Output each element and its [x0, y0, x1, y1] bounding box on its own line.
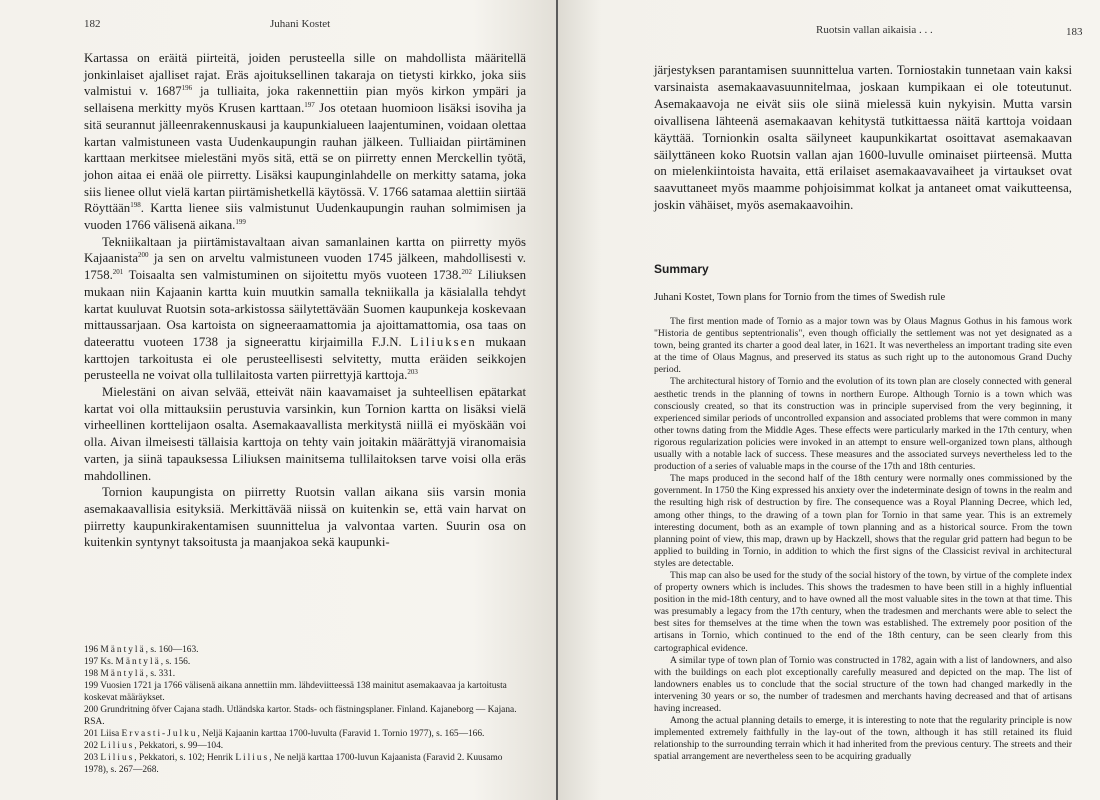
left-paragraph-4: Tornion kaupungista on piirretty Ruotsin vallan aikana siis varsin monia asemakaavallisia esityksiä. Merkittävää niissä on kuitenkin se, että vain harvat on piirretty kaupunkirakentamisen suunnittelua ja valvontaa varten. Suurin osa on kuitenkin syntynyt taksoitusta ja maanjakoa sekä kaupunki-	[84, 485, 526, 550]
right-page	[558, 0, 1100, 800]
summary-paragraph: This map can also be used for the study of the social history of the town, by virtue of the complete index of property owners which is includes. This shows the tradesmen to have been still in a highly influential position in the mid-18th century, and to have owned all the most valuable sites in the town at that time. This was presumably a legacy from the 17th century, when the tradesmen and merchants were able to select the best sites for themselves at the time when the town was established. The extremely poor position of the artisans in Tornio, which continued to the end of the 18th century, can be seen clearly from this cartographical evidence.	[654, 569, 1072, 654]
summary-paragraph: The architectural history of Tornio and the evolution of its town plan are closely connected with general aesthetic trends in the planning of towns in northern Europe. Although Tornio is a town which was consciously created, so that its construction was in principle supervised from the very beginning, it experienced similar periods of uncontrolled expansion and associated problems that were common in many other towns dating from the Middle Ages. These effects were particularly marked in the 17th century, when rigorous regularization policies were invoked in an attempt to ensure well-organized town plans, although usually with a notable lack of success. These measures and the associated surveys nevertheless led to the production of a series of valuable maps in the course of the 17th and 18th centuries.	[654, 376, 1072, 473]
right-page-number: 183	[1066, 26, 1083, 38]
left-body-text	[84, 50, 526, 551]
right-running-head: Ruotsin vallan aikaisia . . .	[816, 24, 933, 36]
left-paragraph-1: Kartassa on eräitä piirteitä, joiden perusteella sille on mahdollista määritellä jonkinlaiset ajalliset rajat. Eräs ajoituksellinen takaraja on tietysti kirkko, joka siis valmistui v. 1687$^{196}$ ja tulliaita, joka rakennettiin pian myös kirkon ympäri ja sellaisena merkitty myös Krusen karttaan.$^{197}$ Jos otetaan huomioon lisäksi isoviha ja sitä seurannut jälleenrakennuskausi ja kaupunkialueen laajentuminen, voidaan olettaa kartan valmistuneen vasta Uudenkaupungin rauhan jälkeen. Tulliaidan piirtäminen karttaan merkitsee mielestäni myös sitä, että se on piirretty ennen Merckellin työtä, johon aitaa ei enää ole piirretty. Lisäksi kaupunginlahdelle on merkitty satama, joka siis lienee ollut vielä kartan piirtämishetkellä käytössä. V. 1766 satamaa alettiin siirtää Röyttään$^{198}$. Kartta lienee siis valmistunut Uudenkaupungin rauhan solmimisen ja vuoden 1766 välisenä aikana.$^{199}$	[84, 51, 527, 233]
footnote: 199 Vuosien 1721 ja 1766 välisenä aikana annettiin mm. lähdeviitteessä 138 mainitut asemakaavaa ja kartoitusta koskevat määräykset.	[84, 681, 507, 703]
footnote: 202 Lilius, Pekkatori, s. 99—104.	[84, 741, 224, 751]
left-running-head: Juhani Kostet	[270, 18, 331, 30]
footnote: 200 Grundritning öfver Cajana stadh. Utländska kartor. Stads- och fästningsplaner. Finland. Kajaneborg — Kajana. RSA.	[84, 705, 517, 727]
left-paragraph-3: Mielestäni on aivan selvää, etteivät näin kaavamaiset ja suhteellisen epätarkat kartat voi olla mittauksiin perustuvia varsinkin, kun Tornion kartta on lisäksi vielä virheellinen korttelijaon osalta. Asemakaavallista merkitystä niillä ei myöskään voi olla. Aivan ilmeisesti tällaisia karttoja on tehty vain joitakin määrättyjä viranomaisia varten, ja siinä tapauksessa Liliuksen mainitsema tullilaitoksen tarve voisi olla eräs mahdollinen.	[84, 385, 526, 483]
footnote: 198 Mäntylä, s. 331.	[84, 669, 176, 679]
left-page-number: 182	[84, 18, 101, 30]
footnote: 203 Lilius, Pekkatori, s. 102; Henrik Lilius, Ne neljä karttaa 1700-luvun Kajaanista (Faravid 2. Kuusamo 1978), s. 267—268.	[84, 753, 503, 775]
summary-heading: Summary	[654, 262, 709, 276]
footnotes	[84, 644, 528, 776]
footnote: 197 Ks. Mäntylä, s. 156.	[84, 657, 191, 667]
summary-paragraph: The maps produced in the second half of the 18th century were normally ones commissioned by the government. In 1750 the King expressed his anxiety over the indeterminate design of towns in the realm and the resulting high risk of destruction by fire. The consequence was a Royal Planning Decree, which led, among other things, to the drawing of a town plan for Tornio in that same year. This is an extremely interesting document, both as an example of town planning and as a historical source. From the town planning point of view, this map, drawn up by Hackzell, shows that the regular grid pattern had begun to be applied to building in Tornio, in addition to which the first signs of the Classicist revival in architectural styles are detectable.	[654, 473, 1072, 569]
summary-paragraph: The first mention made of Tornio as a major town was by Olaus Magnus Gothus in his famous work "Historia de gentibus septentrionalis", even though officially the settlement was not yet designated as a town, being granted its charter a good deal later, in 1621. It was nevertheless an important trading site even at the time of Olaus Magnus, and preserved its status as such right up to the autonomous Grand Duchy period.	[654, 316, 1072, 376]
right-paragraph-1: järjestyksen parantamisen suunnittelua varten. Torniostakin tunnetaan vain kaksi varsinaista asemakaavasuunnitelmaa, joskaan kumpikaan ei ole toteutunut. Asemakaavoja ne eivät siis ole siinä mielessä kuin nykyisin. Mutta varsin oivallisena lähteenä asemakaavan kehitystä tutkittaessa näitä karttoja voidaan käyttää. Tornionkin osalta säilyneet kaupunkikartat osoittavat asemakaavan säilyttäneen koko Ruotsin vallan ajan 1600-luvulle ominaiset piirteensä. Mutta on mielenkiintoista havaita, että erilaiset asemakaavavaiheet ja virtaukset ovat saavuttaneet myös maamme pohjoisimmat kolkat ja antaneet omat vaikutteensa, joskin vähäiset, myös asemakaavoihin.	[654, 63, 1072, 213]
right-body-text	[654, 62, 1072, 214]
summary-text	[654, 316, 1072, 763]
summary-subtitle: Juhani Kostet, Town plans for Tornio from the times of Swedish rule	[654, 292, 946, 303]
summary-paragraph: A similar type of town plan of Tornio was constructed in 1782, again with a list of landowners, and also with the buildings on each plot exceptionally carefully measured and depicted on the map. The list of landowners enables us to conclude that the social structure of the town had changed markedly in the intervening 30 years or so, the number of tradesmen and merchants having decreased and that of artisans having increased.	[654, 654, 1072, 714]
summary-paragraph: Among the actual planning details to emerge, it is interesting to note that the regularity principle is now implemented extremely faithfully in the lay-out of the town, although it has still retained its fluid relationship to the surrounding terrain which it had inherited from the previous century. The streets and their spatial arrangement are nevertheless seen to be acquiring gradually	[654, 715, 1072, 763]
left-paragraph-2: Tekniikaltaan ja piirtämistavaltaan aivan samanlainen kartta on piirretty myös Kajaanista$^{200}$ ja sen on arveltu valmistuneen vuoden 1745 jälkeen, mahdollisesti v. 1758.$^{201}$ Toisaalta sen valmistuminen on sijoitettu myös vuoteen 1738.$^{202}$ Liliuksen mukaan niin Kajaanin kartta kuin muutkin samalla tekniikalla ja käsialalla tehdyt kartat kuuluvat Ruotsin sota-arkistossa säilytettävään Suomen kaupunkeja koskevaan mittaussarjaan. Osa kartoista on signeeraamattomia ja ajoittamattomia, osa taas on dateerattu vuoteen 1738 ja signeerattu kirjaimilla F.J.N. Liliuksen mukaan karttojen tarkoitusta ei ole perusteellisesti selvitetty, mutta eräiden seikkojen perusteella ne voivat olla tullilaitosta varten piirrettyjä karttoja.$^{203}$	[84, 234, 526, 383]
footnote: 196 Mäntylä, s. 160—163.	[84, 645, 199, 655]
footnote: 201 Liisa Ervasti-Julku, Neljä Kajaanin karttaa 1700-luvulta (Faravid 1. Tornio 1977), s. 165—166.	[84, 729, 485, 739]
